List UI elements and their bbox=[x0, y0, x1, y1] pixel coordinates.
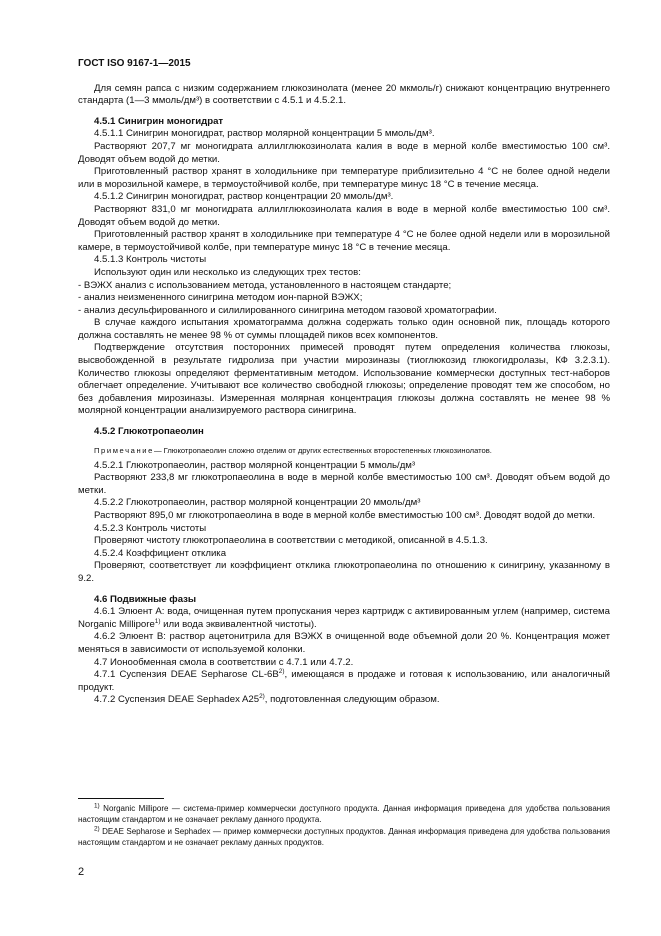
paragraph-4-6-1-tail: или вода эквивалентной чистоты). bbox=[160, 618, 317, 630]
paragraph-4-5-1-1-b: Растворяют 207,7 мг моногидрата аллилглюкозинолата калия в воде в мерной колбе вместимостью 100 см³. Доводят объем водой до метки. bbox=[78, 140, 610, 165]
paragraph-4-5-1-3-a: Используют один или несколько из следующих трех тестов: bbox=[94, 266, 361, 278]
main-text bbox=[78, 58, 610, 707]
paragraph-4-5-1-3-b: В случае каждого испытания хроматограмма должна содержать только один основной пик, площадь которого должна составлять не менее 98 % от суммы площадей пиков всех компонентов. bbox=[78, 317, 610, 341]
section-heading-4-6: 4.6 Подвижные фазы bbox=[94, 593, 197, 605]
paragraph-4-5-2-4: 4.5.2.4 Коэффициент отклика bbox=[94, 547, 227, 559]
footnote-ref-1: 1) bbox=[154, 617, 161, 625]
paragraph-intro: Для семян рапса с низким содержанием глюкозинолата (менее 20 мкмоль/г) снижают концентрацию внутреннего стандарта (1—3 ммоль/дм³) в соответствии с 4.5.1 и 4.5.2.1. bbox=[78, 82, 610, 107]
list-item: - анализ неизмененного синигрина методом ион-парной ВЭЖХ; bbox=[78, 292, 363, 304]
paragraph-4-5-2-2: 4.5.2.2 Глюкотропаеолин, раствор молярной концентрации 20 ммоль/дм³ bbox=[94, 497, 421, 509]
paragraph-4-7-1-text: 4.7.1 Суспензия DEAE Sepharose CL-6B bbox=[94, 669, 279, 681]
section-heading-4-5-1: 4.5.1 Синигрин моногидрат bbox=[94, 115, 224, 127]
paragraph-4-7-2-text: 4.7.2 Суспензия DEAE Sephadex A25 bbox=[94, 694, 260, 706]
note-text: — Глюкотропаеолин сложно отделим от других естественных второстепенных глюкозинолатов. bbox=[153, 445, 492, 455]
paragraph-4-5-1-2-b: Растворяют 831,0 мг моногидрата аллилглюкозинолата калия в воде в мерной колбе вместимостью 100 см³. Доводят объем водой до метки. bbox=[78, 203, 610, 228]
footnote-mark-1: 1) bbox=[94, 802, 100, 810]
standard-header: ГОСТ ISO 9167-1—2015 bbox=[78, 58, 191, 69]
paragraph-4-5-2-4-b: Проверяют, соответствует ли коэффициент отклика глюкотропаеолина по отношению к синигрину, указанному в 9.2. bbox=[78, 560, 610, 584]
paragraph-4-5-2-2-b: Растворяют 895,0 мг глюкотропаеолина в воде в мерной колбе вместимостью 100 см³. Доводят водой до метки. bbox=[94, 510, 596, 521]
footnotes bbox=[78, 803, 610, 849]
footnote-ref-2: 2) bbox=[259, 693, 265, 701]
paragraph-4-7: 4.7 Ионообменная смола в соответствии с 4.7.1 или 4.7.2. bbox=[94, 656, 354, 668]
paragraph-4-6-1-text: 4.6.1 Элюент А: вода, очищенная путем пропускания через картридж с активированным углем (например, система Norganic Millipore bbox=[78, 606, 610, 630]
footnote-2 bbox=[78, 826, 610, 849]
footnote-1 bbox=[78, 803, 610, 826]
paragraph-4-5-2-1: 4.5.2.1 Глюкотропаеолин, раствор молярной концентрации 5 ммоль/дм³ bbox=[94, 459, 416, 471]
footnote-ref-2: 2) bbox=[278, 667, 285, 675]
paragraph-4-7-1 bbox=[78, 669, 610, 694]
note bbox=[78, 445, 610, 456]
paragraph-4-6-1 bbox=[78, 606, 610, 631]
paragraph-4-5-2-1-b: Растворяют 233,8 мг глюкотропаеолина в воде в мерной колбе вместимостью 100 см³. Доводят объем водой до метки. bbox=[78, 472, 610, 496]
paragraph-4-7-1-tail: , имеющаяся в продаже и готовая к использованию, или аналогичный продукт. bbox=[78, 669, 610, 693]
footnote-2-text: DEAE Sepharose и Sephadex — пример коммерчески доступных продуктов. Данная информация приведена для удобства пользования настоящим стандартом и не означает рекламу данных продуктов. bbox=[78, 826, 610, 848]
paragraph-4-5-1-1-c: Приготовленный раствор хранят в холодильнике при температуре приблизительно 4 °С не более одной недели или в морозильной камере, в термоустойчивой колбе, при температуре минус 18 °С в течение месяца. bbox=[78, 166, 610, 190]
page-number: 2 bbox=[78, 866, 85, 878]
note-label: Примечание bbox=[94, 445, 154, 455]
paragraph-4-5-1-1: 4.5.1.1 Синигрин моногидрат, раствор молярной концентрации 5 ммоль/дм³. bbox=[94, 128, 435, 140]
paragraph-4-5-2-3: 4.5.2.3 Контроль чистоты bbox=[94, 522, 207, 534]
paragraph-4-5-1-3: 4.5.1.3 Контроль чистоты bbox=[94, 254, 207, 266]
paragraph-4-7-2 bbox=[78, 694, 610, 707]
footnote-mark-2: 2) bbox=[94, 825, 100, 833]
paragraph-4-5-1-2-c: Приготовленный раствор хранят в холодильнике при температуре 4 °С не более одной недели или в морозильной камере, в термоустойчивой колбе, при температуре минус 18 °С в течение месяца. bbox=[78, 229, 610, 253]
paragraph-4-5-1-2: 4.5.1.2 Синигрин моногидрат, раствор концентрации 20 ммоль/дм³. bbox=[94, 191, 394, 203]
section-heading-4-5-2: 4.5.2 Глюкотропаеолин bbox=[94, 426, 204, 438]
paragraph-4-5-2-3-b: Проверяют чистоту глюкотропаеолина в соответствии с методикой, описанной в 4.5.1.3. bbox=[94, 535, 488, 547]
paragraph-4-7-2-tail: , подготовленная следующим образом. bbox=[264, 694, 440, 706]
paragraph-4-6-2: 4.6.2 Элюент В: раствор ацетонитрила для ВЭЖХ в очищенной воде объемной доли 20 %. Концентрация может меняться в зависимости от используемой колонки. bbox=[78, 631, 610, 655]
paragraph-4-5-1-3-c: Подтверждение отсутствия посторонних примесей проводят путем определения количества глюкозы, высвобожденной в результате гидролиза при участии мирозиназы (тиоглюкозид глюкогидролазы, КФ 3.2.3.1). Количество глюкозы определяют ферментативным методом. Использование коммерчески доступных тест-наборов облегчает определение. Учитывают все количество свободной глюкозы; определение проводят тем же способом, но без добавления мирозиназы. Измеренная молярная концентрация глюкозы должна составлять не менее 98 % молярной концентрации анализируемого раствора синигрина. bbox=[78, 342, 610, 417]
list-item: - ВЭЖХ анализ с использованием метода, установленного в настоящем стандарте; bbox=[78, 279, 452, 291]
footnote-1-text: Norganic Millipore — система-пример коммерчески доступного продукта. Данная информация приведена для удобства пользования настоящим стандартом и не означает рекламу данного продукта. bbox=[78, 804, 610, 825]
footnote-divider bbox=[78, 798, 164, 799]
list-item: - анализ десульфированного и силилированного синигрина методом газовой хроматографии. bbox=[78, 304, 497, 316]
